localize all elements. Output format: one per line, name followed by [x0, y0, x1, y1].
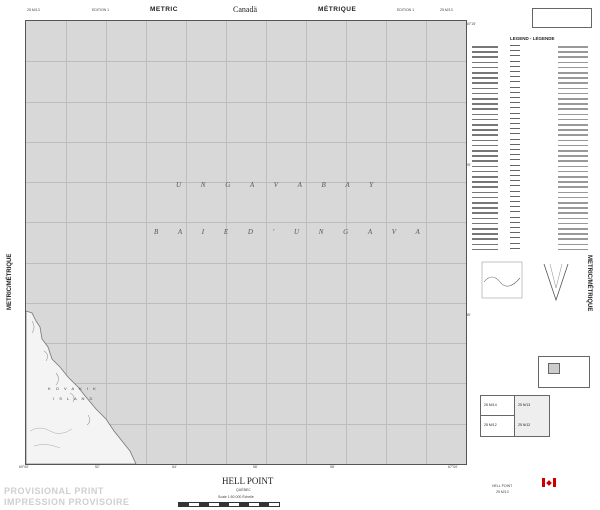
legend-row	[472, 160, 594, 164]
legend-row	[472, 155, 594, 159]
info-box-top	[532, 8, 592, 28]
legend-row	[472, 119, 594, 123]
corner-coordinate-bottom-right: 67°00'	[448, 465, 458, 469]
legend-row	[472, 171, 594, 175]
canada-flag-icon	[542, 478, 556, 487]
footer-title-right: HELL POINT	[492, 484, 513, 488]
legend-row	[472, 186, 594, 190]
latitude-tick-mid: 05'	[466, 163, 471, 167]
legend-row	[472, 82, 594, 86]
legend-row	[472, 51, 594, 55]
legend-row	[472, 72, 594, 76]
water-label-french: B A I E D ' U N G A V A	[154, 228, 429, 236]
legend-row	[472, 67, 594, 71]
legend-row	[472, 181, 594, 185]
metric-side-label-right: METRIC/MÉTRIQUE	[586, 255, 592, 312]
legend-row	[472, 192, 594, 196]
legend-row	[472, 129, 594, 133]
legend-row	[472, 140, 594, 144]
map-sheet-code-right: 25 M/13	[440, 8, 453, 12]
legend-row	[472, 244, 594, 248]
longitude-tick: 52'	[95, 465, 100, 469]
latitude-tick-low: 55'	[466, 313, 471, 317]
legend-row	[472, 56, 594, 60]
footer-code-right: 25 M/13	[496, 490, 509, 494]
legend-row	[472, 233, 594, 237]
longitude-tick: 54'	[172, 465, 177, 469]
corner-coordinate-bottom-left: 60°00'	[19, 465, 29, 469]
canada-wordmark: Canadä	[233, 5, 257, 14]
legend-row	[472, 103, 594, 107]
elevation-diagram	[472, 252, 594, 322]
metric-label: METRIC	[150, 6, 178, 13]
legend-row	[472, 238, 594, 242]
legend-row	[472, 150, 594, 154]
legend-row	[472, 145, 594, 149]
provisional-print-english: PROVISIONAL PRINT	[4, 486, 104, 496]
legend-row	[472, 46, 594, 50]
location-map-box	[538, 356, 590, 388]
legend-row	[472, 202, 594, 206]
edition-label-right: EDITION 1	[397, 8, 415, 12]
legend-row	[472, 98, 594, 102]
adjacent-sheet-code: 25 N/12	[518, 423, 531, 427]
location-map-marker	[548, 363, 560, 374]
legend-row	[472, 62, 594, 66]
map-sheet-code-left: 25 M/13	[27, 8, 40, 12]
provisional-print-french: IMPRESSION PROVISOIRE	[4, 497, 130, 507]
legend-row	[472, 124, 594, 128]
metrique-label: MÉTRIQUE	[318, 6, 357, 13]
legend-row	[472, 212, 594, 216]
adjacent-sheet-code: 25 M/12	[484, 423, 497, 427]
legend-row	[472, 166, 594, 170]
water-label-english: U N G A V A B A Y	[176, 181, 383, 189]
legend-panel	[472, 20, 594, 460]
legend-row	[472, 134, 594, 138]
adjacent-sheet-code: 25 M/14	[484, 403, 497, 407]
province-label: QUÉBEC	[236, 488, 251, 492]
legend-row	[472, 176, 594, 180]
legend-row	[472, 93, 594, 97]
longitude-tick: 58'	[330, 465, 335, 469]
metric-side-label-left: METRIC/MÉTRIQUE	[7, 253, 13, 310]
scale-label: Scale 1:50 000 Échelle	[218, 495, 254, 499]
corner-coordinate-top-right: 60°15'	[466, 22, 476, 26]
legend-row	[472, 228, 594, 232]
legend-row	[472, 197, 594, 201]
adjacent-sheet-code: 25 N/13	[518, 403, 531, 407]
legend-title: LEGEND - LÉGENDE	[510, 36, 555, 41]
legend-row	[472, 77, 594, 81]
legend-row	[472, 88, 594, 92]
map-area[interactable]	[25, 20, 467, 465]
edition-label-left: EDITION 1	[92, 8, 110, 12]
island-label-line1: K O V A K I K	[48, 386, 98, 391]
island-label-line2: I S L A N D	[53, 396, 95, 401]
legend-row	[472, 218, 594, 222]
scale-bar	[178, 502, 280, 507]
legend-row	[472, 114, 594, 118]
legend-row	[472, 207, 594, 211]
longitude-tick: 56'	[253, 465, 258, 469]
legend-row	[472, 223, 594, 227]
legend-row	[472, 108, 594, 112]
adjacent-sheets-index	[480, 395, 550, 437]
map-title: HELL POINT	[222, 476, 274, 486]
